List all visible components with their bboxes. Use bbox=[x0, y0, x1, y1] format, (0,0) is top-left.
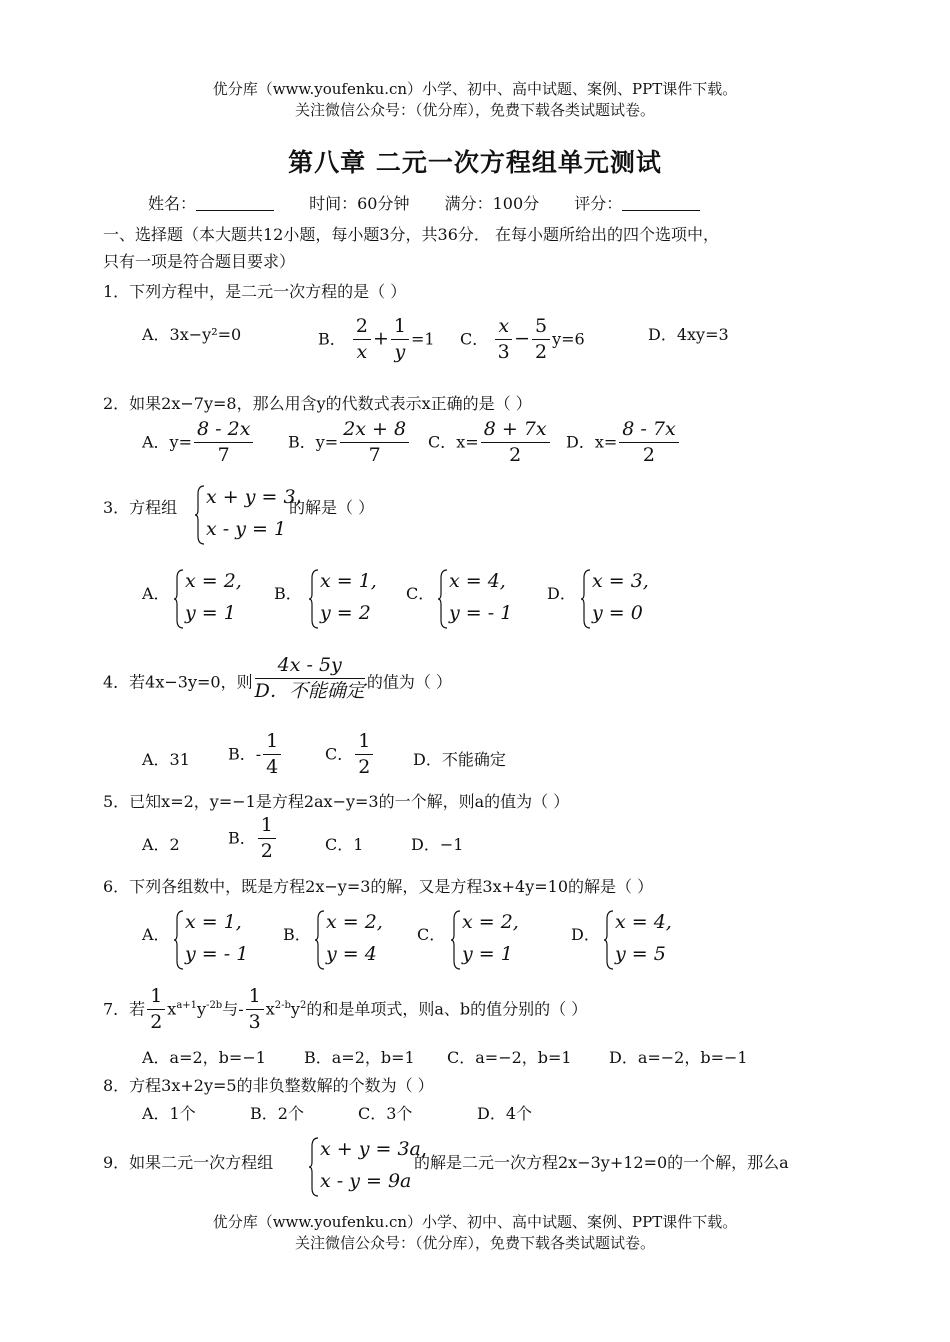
q4-fraction bbox=[255, 656, 365, 702]
q4-b-fraction bbox=[263, 732, 281, 778]
q5-option-d: D．−1 bbox=[411, 835, 464, 854]
q1-b-label: B． bbox=[318, 329, 346, 349]
q5-stem: 5．已知x=2，y=−1是方程2ax−y=3的一个解，则a的值为（ ） bbox=[103, 792, 570, 811]
q7-stem bbox=[103, 987, 587, 1033]
q1-c-tail: y=6 bbox=[552, 329, 585, 349]
q7-term-x: x bbox=[167, 999, 177, 1019]
q3-d-label: D． bbox=[547, 584, 576, 603]
q4-b-label: B．- bbox=[228, 744, 262, 764]
name-label: 姓名： bbox=[148, 194, 197, 213]
denominator: 2 bbox=[534, 340, 548, 363]
q2-b-label: B．y= bbox=[288, 432, 339, 452]
q1-c-label: C． bbox=[460, 329, 489, 349]
full-score-info: 满分：100分 bbox=[444, 194, 540, 213]
q8-option-b: B．2个 bbox=[250, 1104, 304, 1123]
q4-stem bbox=[103, 654, 452, 702]
q7-fraction-2 bbox=[246, 987, 264, 1033]
q2-option-c bbox=[428, 420, 552, 466]
q1-option-b bbox=[318, 317, 435, 363]
brace-icon bbox=[450, 909, 462, 971]
q3-option-a bbox=[173, 568, 253, 630]
equation-1: x = 4, bbox=[615, 911, 672, 933]
equation-2: y = 0 bbox=[592, 602, 643, 624]
q7-exp-4: 2 bbox=[299, 1000, 307, 1012]
score-blank bbox=[622, 196, 700, 211]
q1-c-fraction-1 bbox=[495, 317, 512, 363]
q6-d-label: D． bbox=[571, 925, 600, 944]
brace-icon bbox=[580, 568, 592, 630]
q5-option-c: C．1 bbox=[325, 835, 364, 854]
q9-equation-system bbox=[308, 1136, 427, 1198]
numerator: 1 bbox=[355, 732, 373, 755]
q8-stem: 8．方程3x+2y=5的非负整数解的个数为（ ） bbox=[103, 1076, 434, 1095]
q3-option-c bbox=[437, 568, 527, 630]
time-info: 时间：60分钟 bbox=[309, 194, 410, 213]
q3-equation-system bbox=[194, 484, 302, 546]
q7-term-x2: x bbox=[265, 999, 275, 1019]
q9-stem-post: 的解是二元一次方程2x−3y+12=0的一个解，那么a bbox=[414, 1153, 789, 1172]
denominator: 3 bbox=[497, 340, 510, 363]
q1-b-fraction-1 bbox=[353, 317, 371, 363]
q3-a-label: A． bbox=[142, 584, 170, 603]
q3-c-label: C． bbox=[406, 584, 435, 603]
q7-mid: 与- bbox=[222, 999, 244, 1019]
section-heading-line-2: 只有一项是符合题目要求） bbox=[103, 252, 296, 271]
numerator: x bbox=[495, 317, 512, 340]
equation-1: x = 4, bbox=[449, 570, 506, 592]
q4-stem-post: 的值为（ ） bbox=[366, 672, 452, 692]
denominator: 2 bbox=[150, 1010, 163, 1033]
numerator: 5 bbox=[532, 317, 550, 340]
q2-option-d bbox=[566, 420, 681, 466]
q5-option-a: A．2 bbox=[142, 835, 180, 854]
q7-pre: 7．若 bbox=[103, 999, 146, 1019]
equation-1: x = 3, bbox=[592, 570, 649, 592]
equation-2: y = 1 bbox=[185, 602, 236, 624]
equation-2: y = 4 bbox=[326, 943, 377, 965]
q6-option-d bbox=[603, 909, 683, 971]
numerator: 1 bbox=[147, 987, 165, 1010]
q2-c-label: C．x= bbox=[428, 432, 479, 452]
q7-term-y: y bbox=[197, 999, 207, 1019]
q6-b-label: B． bbox=[283, 925, 311, 944]
equation-2: x - y = 1 bbox=[206, 518, 287, 540]
brace-icon bbox=[314, 909, 326, 971]
q7-exp-2: -2b bbox=[206, 1000, 223, 1012]
equation-1: x = 2, bbox=[326, 911, 383, 933]
denominator: 2 bbox=[260, 839, 273, 862]
q3-option-b bbox=[308, 568, 388, 630]
q3-b-label: B． bbox=[274, 584, 302, 603]
numerator: 2 bbox=[353, 317, 371, 340]
q4-option-b bbox=[228, 732, 283, 778]
q2-c-fraction bbox=[481, 420, 550, 466]
denominator: y bbox=[394, 340, 406, 363]
q1-b-operator: + bbox=[372, 327, 389, 350]
q7-option-c: C．a=−2，b=1 bbox=[447, 1048, 572, 1067]
numerator: 8 + 7x bbox=[481, 420, 550, 443]
equation-2: y = 1 bbox=[462, 943, 513, 965]
numerator: 1 bbox=[258, 816, 276, 839]
q1-b-fraction-2 bbox=[391, 317, 409, 363]
equation-2: y = 2 bbox=[320, 602, 371, 624]
brace-icon bbox=[308, 568, 320, 630]
denominator: 2 bbox=[509, 443, 522, 466]
numerator: 1 bbox=[263, 732, 281, 755]
brace-icon bbox=[603, 909, 615, 971]
equation-1: x = 2, bbox=[462, 911, 519, 933]
q4-c-fraction bbox=[355, 732, 373, 778]
q8-option-a: A．1个 bbox=[142, 1104, 196, 1123]
q1-c-operator: − bbox=[514, 327, 530, 350]
brace-icon bbox=[173, 568, 185, 630]
q6-option-a bbox=[173, 909, 263, 971]
denominator: x bbox=[356, 340, 368, 363]
numerator: 1 bbox=[246, 987, 264, 1010]
header-line-1: 优分库（www.youfenku.cn）小学、初中、高中试题、案例、PPT课件下载。 bbox=[212, 80, 738, 98]
q5-b-fraction bbox=[258, 816, 276, 862]
q7-option-a: A．a=2，b=−1 bbox=[142, 1048, 266, 1067]
q4-stem-pre: 4．若4x−3y=0，则 bbox=[103, 672, 253, 692]
q4-c-label: C． bbox=[325, 744, 354, 764]
q3-stem-post: 的解是（ ） bbox=[289, 498, 375, 517]
q4-option-c bbox=[325, 732, 375, 778]
q1-option-d: D．4xy=3 bbox=[648, 325, 729, 344]
numerator: 8 - 7x bbox=[619, 420, 678, 443]
q7-exp-3: 2-b bbox=[274, 1000, 291, 1012]
equation-2: x - y = 9a bbox=[320, 1170, 412, 1192]
q2-option-a bbox=[142, 420, 255, 466]
numerator: 4x - 5y bbox=[255, 656, 365, 679]
q6-a-label: A． bbox=[142, 925, 170, 944]
q3-stem-pre: 3．方程组 bbox=[103, 498, 178, 517]
q2-d-fraction bbox=[619, 420, 678, 466]
equation-1: x = 1, bbox=[320, 570, 377, 592]
denominator: 7 bbox=[368, 443, 381, 466]
equation-1: x = 1, bbox=[185, 911, 242, 933]
q1-option-a: A．3x−y²=0 bbox=[142, 325, 242, 344]
numerator: 2x + 8 bbox=[340, 420, 409, 443]
q7-option-d: D．a=−2，b=−1 bbox=[609, 1048, 748, 1067]
brace-icon bbox=[437, 568, 449, 630]
q7-exp-1: a+1 bbox=[176, 1000, 198, 1012]
denominator: 2 bbox=[358, 755, 371, 778]
q6-option-b bbox=[314, 909, 394, 971]
equation-1: x + y = 3a, bbox=[320, 1138, 427, 1160]
q4-option-a: A．31 bbox=[142, 750, 190, 769]
numerator: 1 bbox=[391, 317, 409, 340]
page-title: 第八章 二元一次方程组单元测试 bbox=[288, 148, 662, 177]
q7-fraction-1 bbox=[147, 987, 165, 1033]
brace-icon bbox=[173, 909, 185, 971]
header-line-2: 关注微信公众号：（优分库），免费下载各类试题试卷。 bbox=[294, 101, 655, 119]
equation-1: x + y = 3, bbox=[206, 486, 302, 508]
q6-option-c bbox=[450, 909, 530, 971]
info-line bbox=[148, 191, 700, 214]
q2-option-b bbox=[288, 420, 411, 466]
q1-c-fraction-2 bbox=[532, 317, 550, 363]
denominator: D．不能确定 bbox=[254, 679, 365, 702]
name-blank bbox=[196, 196, 274, 211]
q8-option-d: D．4个 bbox=[477, 1104, 533, 1123]
q5-b-label: B． bbox=[228, 828, 256, 848]
q7-term-y2: y bbox=[290, 999, 300, 1019]
q9-stem-pre: 9．如果二元一次方程组 bbox=[103, 1153, 274, 1172]
denominator: 2 bbox=[642, 443, 656, 466]
footer-line-2: 关注微信公众号：（优分库），免费下载各类试题试卷。 bbox=[294, 1234, 655, 1252]
q1-option-c bbox=[460, 317, 585, 363]
equation-2: y = 5 bbox=[615, 943, 666, 965]
q7-option-b: B．a=2，b=1 bbox=[304, 1048, 415, 1067]
q6-c-label: C． bbox=[417, 925, 446, 944]
q7-post: 的和是单项式，则a、b的值分别的（ ） bbox=[306, 999, 588, 1019]
brace-icon bbox=[308, 1136, 320, 1198]
q1-b-tail: =1 bbox=[410, 329, 435, 349]
q2-b-fraction bbox=[340, 420, 409, 466]
score-label: 评分： bbox=[574, 194, 623, 213]
denominator: 3 bbox=[248, 1010, 261, 1033]
q6-stem: 6．下列各组数中，既是方程2x−y=3的解，又是方程3x+4y=10的解是（ ） bbox=[103, 877, 654, 896]
q3-option-d bbox=[580, 568, 660, 630]
q5-option-b bbox=[228, 816, 278, 862]
brace-icon bbox=[194, 484, 206, 546]
section-heading-line-1: 一、选择题（本大题共12小题，每小题3分，共36分． 在每小题所给出的四个选项中， bbox=[103, 225, 719, 244]
q2-stem: 2．如果2x−7y=8，那么用含y的代数式表示x正确的是（ ） bbox=[103, 394, 532, 413]
numerator: 8 - 2x bbox=[194, 420, 253, 443]
q2-a-fraction bbox=[194, 420, 253, 466]
equation-2: y = - 1 bbox=[185, 943, 249, 965]
q2-a-label: A．y= bbox=[142, 432, 193, 452]
q1-stem: 1．下列方程中，是二元一次方程的是（ ） bbox=[103, 282, 407, 301]
denominator: 4 bbox=[266, 755, 279, 778]
denominator: 7 bbox=[217, 443, 230, 466]
footer-line-1: 优分库（www.youfenku.cn）小学、初中、高中试题、案例、PPT课件下载。 bbox=[212, 1213, 738, 1231]
q8-option-c: C．3个 bbox=[358, 1104, 413, 1123]
q4-option-d: D．不能确定 bbox=[413, 750, 506, 769]
equation-1: x = 2, bbox=[185, 570, 242, 592]
q2-d-label: D．x= bbox=[566, 432, 618, 452]
equation-2: y = - 1 bbox=[449, 602, 513, 624]
